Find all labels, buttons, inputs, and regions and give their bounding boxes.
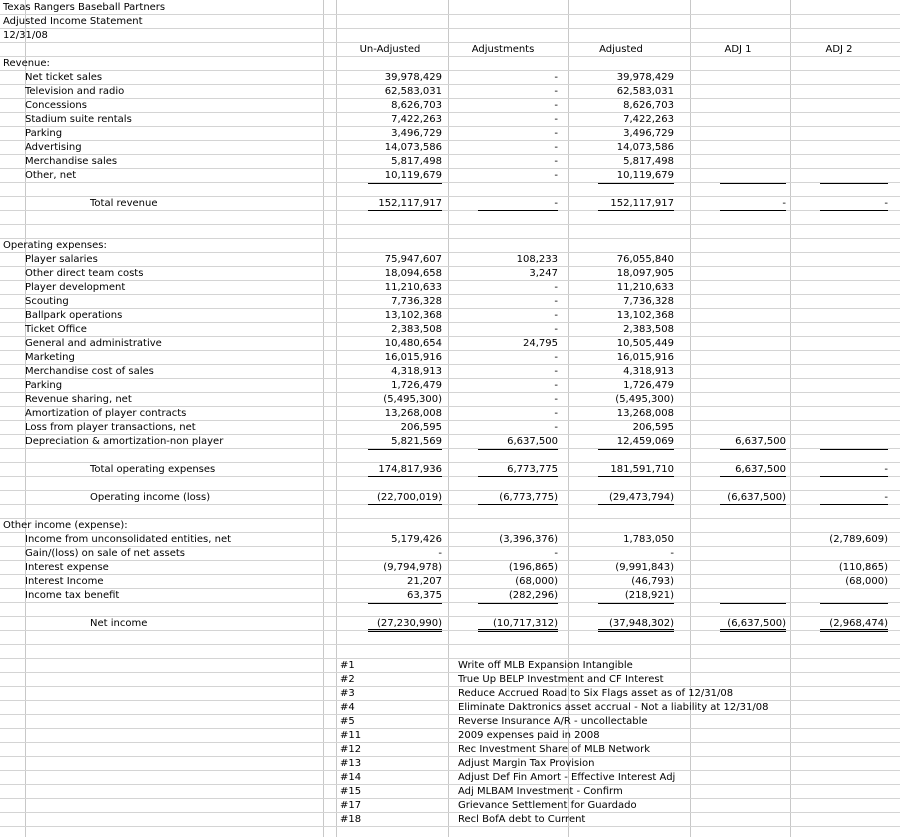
operating-income-label[interactable]: Operating income (loss) — [90, 492, 211, 503]
operating-line-col5[interactable] — [790, 323, 888, 337]
other-line-label[interactable]: Income tax benefit — [25, 590, 120, 601]
operating-line-col4[interactable] — [690, 295, 786, 309]
total-underline — [478, 603, 558, 604]
operating-income-col4[interactable]: (6,637,500) — [727, 492, 786, 503]
revenue-line-col1[interactable]: 14,073,586 — [384, 142, 442, 153]
grid-row-line — [0, 742, 900, 743]
grid-row-line — [0, 798, 900, 799]
other-line-col5[interactable]: (68,000) — [845, 576, 888, 587]
operating-line-col4[interactable] — [690, 309, 786, 323]
operating-line-col2[interactable]: - — [554, 352, 558, 363]
operating-line-col4[interactable] — [690, 421, 786, 435]
total-underline — [598, 504, 674, 505]
section-heading-operating[interactable]: Operating expenses: — [3, 240, 107, 251]
revenue-line-col1[interactable]: 62,583,031 — [384, 86, 442, 97]
total-underline — [720, 449, 786, 450]
operating-line-col5[interactable] — [790, 407, 888, 421]
revenue-line-col5[interactable] — [790, 141, 888, 155]
total-underline — [820, 603, 888, 604]
operating-line-col2[interactable]: - — [554, 366, 558, 377]
section-heading-revenue[interactable]: Revenue: — [3, 58, 50, 69]
revenue-line-col3[interactable]: 14,073,586 — [616, 142, 674, 153]
total-operating-col4[interactable]: 6,637,500 — [735, 464, 786, 475]
total-underline — [820, 629, 888, 630]
adjustment-description[interactable]: 2009 expenses paid in 2008 — [458, 730, 600, 741]
total-underline — [478, 631, 558, 632]
operating-line-col3[interactable]: 10,505,449 — [616, 338, 674, 349]
operating-line-col5[interactable] — [790, 351, 888, 365]
revenue-line-col4[interactable] — [690, 141, 786, 155]
other-line-col2[interactable]: (282,296) — [508, 590, 558, 601]
other-line-label[interactable]: Income from unconsolidated entities, net — [25, 534, 232, 545]
total-underline — [820, 183, 888, 184]
operating-line-label[interactable]: Loss from player transactions, net — [25, 422, 196, 433]
report-title-line[interactable]: Texas Rangers Baseball Partners — [3, 2, 166, 13]
operating-line-col3[interactable]: 18,097,905 — [616, 268, 674, 279]
revenue-line-col5[interactable] — [790, 85, 888, 99]
total-underline — [368, 183, 442, 184]
operating-line-col1[interactable]: 5,821,569 — [391, 436, 442, 447]
total-revenue-col2[interactable]: - — [554, 198, 558, 209]
revenue-line-col3[interactable]: 62,583,031 — [616, 86, 674, 97]
column-header[interactable]: Adjustments — [471, 44, 535, 55]
revenue-line-col3[interactable]: 39,978,429 — [616, 72, 674, 83]
operating-line-col2[interactable]: - — [554, 282, 558, 293]
adjustment-description[interactable]: Grievance Settlement for Guardado — [458, 800, 637, 811]
operating-line-col4[interactable] — [690, 407, 786, 421]
operating-line-col4[interactable] — [690, 281, 786, 295]
operating-line-col2[interactable]: - — [554, 394, 558, 405]
other-line-col2[interactable]: (196,865) — [508, 562, 558, 573]
adjustment-description[interactable]: Recl BofA debt to Current — [458, 814, 586, 825]
grid-row-line — [0, 784, 900, 785]
operating-line-label[interactable]: Depreciation & amortization-non player — [25, 436, 224, 447]
revenue-line-col4[interactable] — [690, 169, 786, 183]
operating-line-col4[interactable] — [690, 267, 786, 281]
operating-income-col1[interactable]: (22,700,019) — [376, 492, 442, 503]
adjustment-description[interactable]: Reduce Accrued Road to Six Flags asset as of 12/31/08 — [458, 688, 734, 699]
grid-row-line — [0, 770, 900, 771]
total-underline — [720, 629, 786, 630]
operating-line-col3[interactable]: 206,595 — [632, 422, 674, 433]
total-underline — [478, 449, 558, 450]
revenue-line-label[interactable]: Parking — [25, 128, 63, 139]
total-underline — [598, 449, 674, 450]
grid-row-line — [0, 812, 900, 813]
operating-line-col5[interactable] — [790, 393, 888, 407]
total-revenue-label[interactable]: Total revenue — [90, 198, 158, 209]
total-underline — [598, 183, 674, 184]
operating-line-col5[interactable] — [790, 253, 888, 267]
grid-row-line — [0, 756, 900, 757]
adjustment-description[interactable]: Eliminate Daktronics asset accrual - Not a liability at 12/31/08 — [458, 702, 769, 713]
operating-line-col1[interactable]: 10,480,654 — [384, 338, 442, 349]
operating-line-label[interactable]: Merchandise cost of sales — [25, 366, 154, 377]
operating-line-label[interactable]: Ballpark operations — [25, 310, 123, 321]
adjustment-code[interactable]: #4 — [340, 702, 355, 713]
net-income-label[interactable]: Net income — [90, 618, 148, 629]
revenue-line-label[interactable]: Stadium suite rentals — [25, 114, 132, 125]
operating-line-col3[interactable]: 13,102,368 — [616, 310, 674, 321]
adjustment-code[interactable]: #2 — [340, 674, 355, 685]
operating-line-col4[interactable] — [690, 379, 786, 393]
column-header[interactable]: Un-Adjusted — [359, 44, 421, 55]
operating-line-col4[interactable] — [690, 253, 786, 267]
revenue-line-label[interactable]: Other, net — [25, 170, 77, 181]
column-header[interactable]: ADJ 1 — [724, 44, 752, 55]
operating-line-label[interactable]: Scouting — [25, 296, 69, 307]
revenue-line-col3[interactable]: 3,496,729 — [623, 128, 674, 139]
other-line-col3[interactable]: - — [670, 548, 674, 559]
revenue-line-col5[interactable] — [790, 169, 888, 183]
adjustment-description[interactable]: Adjust Def Fin Amort - Effective Interest Adj — [458, 772, 676, 783]
other-line-col4[interactable] — [690, 575, 786, 589]
operating-line-col1[interactable]: 7,736,328 — [391, 296, 442, 307]
operating-line-col3[interactable]: 4,318,913 — [623, 366, 674, 377]
total-underline — [720, 183, 786, 184]
operating-line-col1[interactable]: (5,495,300) — [383, 394, 442, 405]
adjustment-description[interactable]: Reverse Insurance A/R - uncollectable — [458, 716, 648, 727]
revenue-line-col4[interactable] — [690, 85, 786, 99]
grid-row-line — [0, 518, 900, 519]
other-line-label[interactable]: Interest expense — [25, 562, 109, 573]
adjustment-code[interactable]: #18 — [340, 814, 362, 825]
operating-line-col2[interactable]: - — [554, 380, 558, 391]
adjustment-code[interactable]: #13 — [340, 758, 362, 769]
total-underline — [720, 476, 786, 477]
total-revenue-col5[interactable]: - — [884, 198, 888, 209]
revenue-line-col2[interactable]: - — [554, 142, 558, 153]
total-underline — [598, 603, 674, 604]
revenue-line-col5[interactable] — [790, 127, 888, 141]
total-underline — [720, 631, 786, 632]
total-operating-col3[interactable]: 181,591,710 — [610, 464, 674, 475]
total-revenue-col4[interactable]: - — [782, 198, 786, 209]
grid-row-line — [0, 238, 900, 239]
grid-row-line — [0, 686, 900, 687]
adjustment-code[interactable]: #5 — [340, 716, 355, 727]
total-operating-label[interactable]: Total operating expenses — [90, 464, 216, 475]
operating-line-col3[interactable]: 76,055,840 — [616, 254, 674, 265]
operating-line-col4[interactable] — [690, 393, 786, 407]
total-underline — [368, 210, 442, 211]
operating-line-col1[interactable]: 206,595 — [400, 422, 442, 433]
section-heading-other[interactable]: Other income (expense): — [3, 520, 128, 531]
other-line-col3[interactable]: (218,921) — [624, 590, 674, 601]
operating-line-label[interactable]: Other direct team costs — [25, 268, 144, 279]
total-underline — [598, 476, 674, 477]
operating-line-col4[interactable] — [690, 351, 786, 365]
operating-line-col2[interactable]: - — [554, 324, 558, 335]
other-line-col2[interactable]: - — [554, 548, 558, 559]
adjustment-code[interactable]: #12 — [340, 744, 362, 755]
operating-line-col4[interactable]: 6,637,500 — [735, 436, 786, 447]
revenue-line-col4[interactable] — [690, 113, 786, 127]
operating-line-col4[interactable] — [690, 337, 786, 351]
adjustment-description[interactable]: True Up BELP Investment and CF Interest — [458, 674, 664, 685]
column-header[interactable]: Adjusted — [599, 44, 643, 55]
total-underline — [478, 210, 558, 211]
other-line-label[interactable]: Interest Income — [25, 576, 104, 587]
revenue-line-col4[interactable] — [690, 155, 786, 169]
revenue-line-col4[interactable] — [690, 99, 786, 113]
operating-line-col3[interactable]: 12,459,069 — [616, 436, 674, 447]
operating-line-col2[interactable]: 24,795 — [523, 338, 558, 349]
total-underline — [368, 449, 442, 450]
operating-line-label[interactable]: General and administrative — [25, 338, 162, 349]
revenue-line-col1[interactable]: 39,978,429 — [384, 72, 442, 83]
operating-line-col5[interactable] — [790, 421, 888, 435]
operating-line-col1[interactable]: 18,094,658 — [384, 268, 442, 279]
revenue-line-col2[interactable]: - — [554, 86, 558, 97]
revenue-line-col2[interactable]: - — [554, 100, 558, 111]
operating-line-col5[interactable] — [790, 309, 888, 323]
operating-line-col1[interactable]: 4,318,913 — [391, 366, 442, 377]
total-underline — [368, 476, 442, 477]
operating-line-col2[interactable]: - — [554, 310, 558, 321]
operating-line-col1[interactable]: 75,947,607 — [384, 254, 442, 265]
adjustment-description[interactable]: Adj MLBAM Investment - Confirm — [458, 786, 623, 797]
revenue-line-col1[interactable]: 3,496,729 — [391, 128, 442, 139]
total-underline — [368, 629, 442, 630]
other-line-col1[interactable]: - — [438, 548, 442, 559]
operating-line-col4[interactable] — [690, 323, 786, 337]
net-income-col5[interactable]: (2,968,474) — [829, 618, 888, 629]
operating-line-col5[interactable] — [790, 365, 888, 379]
operating-line-label[interactable]: Revenue sharing, net — [25, 394, 132, 405]
operating-line-col1[interactable]: 16,015,916 — [384, 352, 442, 363]
adjustment-code[interactable]: #15 — [340, 786, 362, 797]
operating-line-col1[interactable]: 1,726,479 — [391, 380, 442, 391]
other-line-col4[interactable] — [690, 561, 786, 575]
total-underline — [368, 631, 442, 632]
total-underline — [598, 631, 674, 632]
total-revenue-col3[interactable]: 152,117,917 — [610, 198, 674, 209]
revenue-line-col5[interactable] — [790, 71, 888, 85]
operating-line-col3[interactable]: (5,495,300) — [615, 394, 674, 405]
other-line-col3[interactable]: 1,783,050 — [623, 534, 674, 545]
revenue-line-col2[interactable]: - — [554, 72, 558, 83]
total-underline — [720, 210, 786, 211]
total-revenue-col1[interactable]: 152,117,917 — [378, 198, 442, 209]
other-line-col3[interactable]: (9,991,843) — [615, 562, 674, 573]
operating-line-col5[interactable] — [790, 435, 888, 449]
other-line-col4[interactable] — [690, 533, 786, 547]
grid-row-line — [0, 826, 900, 827]
other-line-col5[interactable] — [790, 589, 888, 603]
total-underline — [598, 629, 674, 630]
adjustment-description[interactable]: Write off MLB Expansion Intangible — [458, 660, 633, 671]
operating-line-label[interactable]: Amortization of player contracts — [25, 408, 187, 419]
operating-line-label[interactable]: Parking — [25, 380, 63, 391]
grid-row-line — [0, 224, 900, 225]
other-line-col1[interactable]: 21,207 — [407, 576, 442, 587]
other-line-label[interactable]: Gain/(loss) on sale of net assets — [25, 548, 185, 559]
revenue-line-col5[interactable] — [790, 99, 888, 113]
total-underline — [820, 476, 888, 477]
grid-row-line — [0, 728, 900, 729]
operating-line-col3[interactable]: 11,210,633 — [616, 282, 674, 293]
revenue-line-label[interactable]: Net ticket sales — [25, 72, 103, 83]
operating-line-col5[interactable] — [790, 281, 888, 295]
operating-line-col1[interactable]: 13,268,008 — [384, 408, 442, 419]
adjustment-code[interactable]: #3 — [340, 688, 355, 699]
total-operating-col1[interactable]: 174,817,936 — [378, 464, 442, 475]
operating-line-col2[interactable]: 6,637,500 — [507, 436, 558, 447]
revenue-line-col1[interactable]: 7,422,263 — [391, 114, 442, 125]
operating-line-col5[interactable] — [790, 295, 888, 309]
net-income-col1[interactable]: (27,230,990) — [376, 618, 442, 629]
revenue-line-col4[interactable] — [690, 71, 786, 85]
operating-line-col1[interactable]: 13,102,368 — [384, 310, 442, 321]
other-line-col2[interactable]: (3,396,376) — [499, 534, 558, 545]
operating-line-col5[interactable] — [790, 379, 888, 393]
other-line-col4[interactable] — [690, 589, 786, 603]
total-underline — [820, 504, 888, 505]
revenue-line-col5[interactable] — [790, 113, 888, 127]
operating-line-col4[interactable] — [690, 365, 786, 379]
revenue-line-col1[interactable]: 8,626,703 — [391, 100, 442, 111]
revenue-line-col4[interactable] — [690, 127, 786, 141]
operating-line-col3[interactable]: 13,268,008 — [616, 408, 674, 419]
operating-line-col3[interactable]: 1,726,479 — [623, 380, 674, 391]
total-underline — [368, 504, 442, 505]
total-underline — [820, 449, 888, 450]
column-header[interactable]: ADJ 2 — [825, 44, 853, 55]
revenue-line-col3[interactable]: 7,422,263 — [623, 114, 674, 125]
report-title-line[interactable]: 12/31/08 — [3, 30, 48, 41]
total-underline — [820, 210, 888, 211]
operating-line-col1[interactable]: 2,383,508 — [391, 324, 442, 335]
total-underline — [478, 629, 558, 630]
total-underline — [720, 603, 786, 604]
operating-line-col2[interactable]: - — [554, 296, 558, 307]
revenue-line-col2[interactable]: - — [554, 114, 558, 125]
operating-line-col3[interactable]: 2,383,508 — [623, 324, 674, 335]
operating-line-col1[interactable]: 11,210,633 — [384, 282, 442, 293]
report-title-line[interactable]: Adjusted Income Statement — [3, 16, 143, 27]
other-line-col5[interactable]: (110,865) — [838, 562, 888, 573]
total-operating-col5[interactable]: - — [884, 464, 888, 475]
revenue-line-label[interactable]: Merchandise sales — [25, 156, 118, 167]
revenue-line-label[interactable]: Concessions — [25, 100, 87, 111]
other-line-col3[interactable]: (46,793) — [631, 576, 674, 587]
operating-income-col2[interactable]: (6,773,775) — [499, 492, 558, 503]
revenue-line-col3[interactable]: 10,119,679 — [616, 170, 674, 181]
revenue-line-col2[interactable]: - — [554, 170, 558, 181]
operating-line-col2[interactable]: 3,247 — [529, 268, 558, 279]
other-line-col1[interactable]: 63,375 — [407, 590, 442, 601]
other-line-col2[interactable]: (68,000) — [515, 576, 558, 587]
other-line-col4[interactable] — [690, 547, 786, 561]
other-line-col1[interactable]: 5,179,426 — [391, 534, 442, 545]
other-line-col5[interactable]: (2,789,609) — [829, 534, 888, 545]
total-operating-col2[interactable]: 6,773,775 — [507, 464, 558, 475]
grid-row-line — [0, 658, 900, 659]
adjustment-code[interactable]: #1 — [340, 660, 355, 671]
operating-income-col3[interactable]: (29,473,794) — [608, 492, 674, 503]
grid-row-line — [0, 644, 900, 645]
operating-line-col2[interactable]: - — [554, 408, 558, 419]
operating-line-label[interactable]: Ticket Office — [25, 324, 87, 335]
revenue-line-col1[interactable]: 5,817,498 — [391, 156, 442, 167]
operating-line-col5[interactable] — [790, 337, 888, 351]
operating-line-col5[interactable] — [790, 267, 888, 281]
revenue-line-col2[interactable]: - — [554, 128, 558, 139]
adjustment-description[interactable]: Rec Investment Share of MLB Network — [458, 744, 650, 755]
revenue-line-label[interactable]: Television and radio — [25, 86, 125, 97]
total-underline — [368, 603, 442, 604]
adjustment-code[interactable]: #14 — [340, 772, 362, 783]
grid-row-line — [0, 672, 900, 673]
adjustment-code[interactable]: #17 — [340, 800, 362, 811]
operating-line-col3[interactable]: 7,736,328 — [623, 296, 674, 307]
operating-line-label[interactable]: Marketing — [25, 352, 75, 363]
operating-line-col2[interactable]: - — [554, 422, 558, 433]
adjustment-code[interactable]: #11 — [340, 730, 362, 741]
total-underline — [478, 476, 558, 477]
operating-line-label[interactable]: Player development — [25, 282, 126, 293]
net-income-col3[interactable]: (37,948,302) — [608, 618, 674, 629]
operating-income-col5[interactable]: - — [884, 492, 888, 503]
revenue-line-col3[interactable]: 8,626,703 — [623, 100, 674, 111]
operating-line-col3[interactable]: 16,015,916 — [616, 352, 674, 363]
operating-line-col2[interactable]: 108,233 — [516, 254, 558, 265]
revenue-line-label[interactable]: Advertising — [25, 142, 82, 153]
net-income-col2[interactable]: (10,717,312) — [492, 618, 558, 629]
revenue-line-col3[interactable]: 5,817,498 — [623, 156, 674, 167]
operating-line-label[interactable]: Player salaries — [25, 254, 98, 265]
adjustment-description[interactable]: Adjust Margin Tax Provision — [458, 758, 595, 769]
other-line-col5[interactable] — [790, 547, 888, 561]
revenue-line-col5[interactable] — [790, 155, 888, 169]
total-underline — [820, 631, 888, 632]
total-underline — [720, 504, 786, 505]
revenue-line-col1[interactable]: 10,119,679 — [384, 170, 442, 181]
net-income-col4[interactable]: (6,637,500) — [727, 618, 786, 629]
revenue-line-col2[interactable]: - — [554, 156, 558, 167]
total-underline — [478, 504, 558, 505]
total-underline — [598, 210, 674, 211]
other-line-col1[interactable]: (9,794,978) — [383, 562, 442, 573]
